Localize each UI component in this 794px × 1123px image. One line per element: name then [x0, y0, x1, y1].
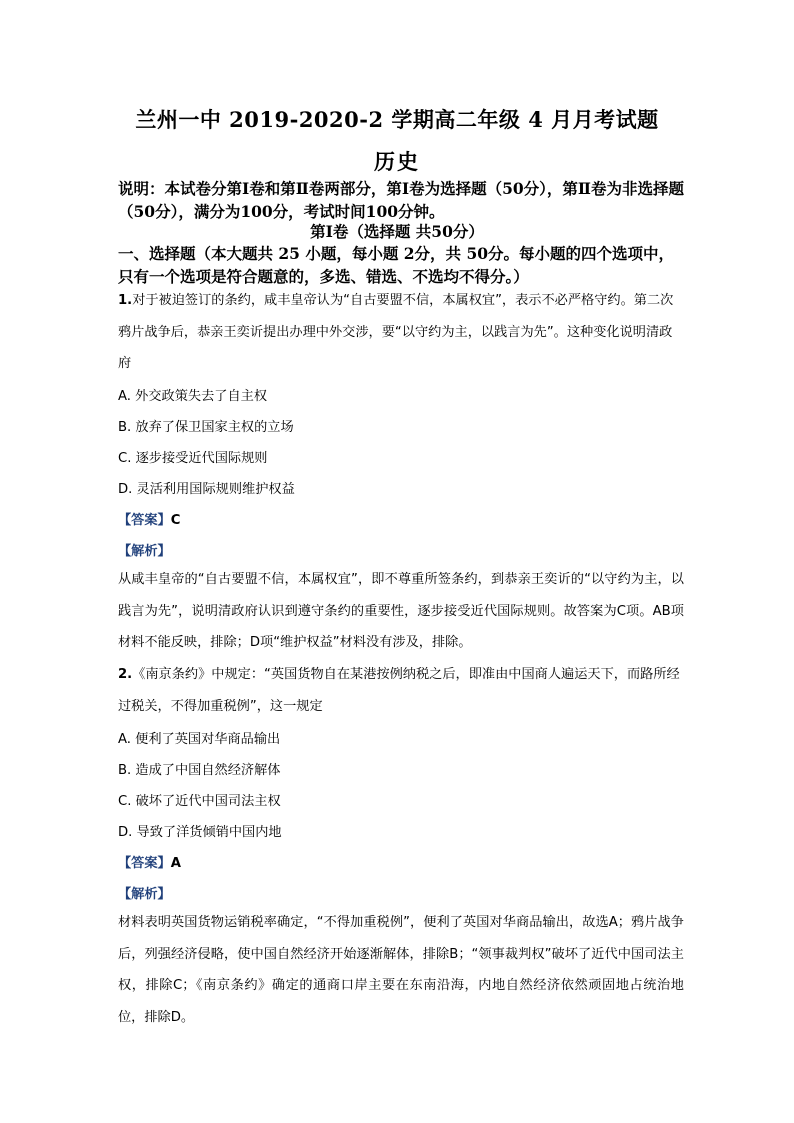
question-1-analysis: 从咸丰皇帝的“自古要盟不信，本属权宜”，即不尊重所签条约，到恭亲王奕䜣的“以守约为主，以践言为先”，说明清政府认识到遵守条约的重要性，逐步接受近代国际规则。故答案为C项。AB项材料不能反映，排除；D项“维护权益”材料没有涉及，排除。 — [118, 572, 684, 650]
question-number: 1. — [118, 293, 133, 308]
question-1-option-d: D. 灵活利用国际规则维护权益 — [118, 482, 295, 497]
question-number: 2. — [118, 667, 133, 682]
section-instructions: 一、选择题（本大题共 25 小题，每小题 2分，共 50分。每小题的四个选项中，只有一个选项是符合题意的，多选、错选、不选均不得分。） — [118, 244, 675, 286]
question-1-option-c: C. 逐步接受近代国际规则 — [118, 451, 268, 466]
question-text: 对于被迫签订的条约，咸丰皇帝认为“自古要盟不信，本属权宜”，表示不必严格守约。第二次鸦片战争后，恭亲王奕䜣提出办理中外交涉，要“以守约为主，以践言为先”。这种变化说明清政府 — [118, 293, 674, 371]
question-2-option-c: C. 破坏了近代中国司法主权 — [118, 794, 281, 809]
question-1-option-b: B. 放弃了保卫国家主权的立场 — [118, 420, 294, 435]
answer-value: A — [170, 856, 181, 871]
answer-value: C — [170, 513, 181, 528]
question-1-analysis-label: 【解析】 — [118, 544, 171, 559]
question-text: 《南京条约》中规定：“英国货物自在某港按例纳税之后，即准由中国商人遍运天下，而路所经过税关，不得加重税例”，这一规定 — [118, 667, 680, 714]
question-2-analysis: 材料表明英国货物运销税率确定，“不得加重税例”，便利了英国对华商品输出，故选A；鸦片战争后，列强经济侵略，使中国自然经济开始逐渐解体，排除B；“领事裁判权”破坏了近代中国司法主权，排除C；《南京条约》确定的通商口岸主要在东南沿海，内地自然经济依然顽固地占统治地位，排除D。 — [118, 915, 684, 1025]
exam-instructions-note: 说明：本试卷分第Ⅰ卷和第Ⅱ卷两部分，第Ⅰ卷为选择题（50分），第Ⅱ卷为非选择题（50分），满分为100分，考试时间100分钟。 — [118, 179, 684, 221]
exam-title: 兰州一中 2019-2020-2 学期高二年级 4 月月考试题 — [135, 107, 659, 132]
answer-label: 【答案】 — [118, 513, 171, 528]
question-1-option-a: A. 外交政策失去了自主权 — [118, 389, 268, 404]
question-2-answer — [118, 852, 181, 871]
question-2-option-d: D. 导致了洋货倾销中国内地 — [118, 825, 282, 840]
question-1-stem — [118, 285, 684, 380]
section-heading: 第Ⅰ卷（选择题 共50分） — [310, 222, 484, 241]
question-1-answer — [118, 509, 180, 528]
answer-label: 【答案】 — [118, 856, 171, 871]
question-2-analysis-label: 【解析】 — [118, 887, 171, 902]
question-2-option-b: B. 造成了中国自然经济解体 — [118, 763, 281, 778]
exam-subject: 历史 — [374, 149, 420, 174]
question-2-option-a: A. 便利了英国对华商品输出 — [118, 732, 281, 747]
question-2-stem — [118, 659, 684, 722]
